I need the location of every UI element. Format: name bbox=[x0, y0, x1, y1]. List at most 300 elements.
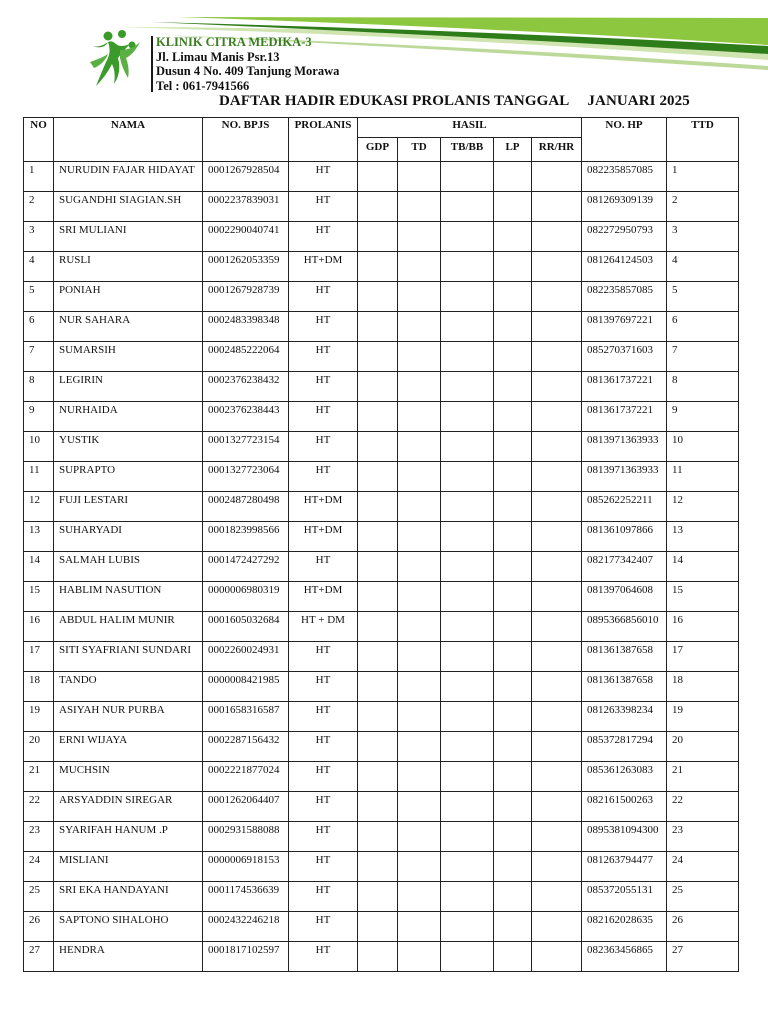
row-lp bbox=[494, 252, 532, 282]
row-lp bbox=[494, 342, 532, 372]
row-ttd: 2 bbox=[667, 192, 739, 222]
row-no: 23 bbox=[24, 822, 54, 852]
row-nama: SUMARSIH bbox=[54, 342, 203, 372]
row-prolanis: HT bbox=[289, 462, 358, 492]
row-gdp bbox=[358, 582, 398, 612]
row-td bbox=[398, 432, 441, 462]
row-nama: HENDRA bbox=[54, 942, 203, 972]
clinic-name: KLINIK CITRA MEDIKA-3 bbox=[156, 35, 312, 49]
row-rrhr bbox=[532, 402, 582, 432]
row-nama: SUHARYADI bbox=[54, 522, 203, 552]
col-header-prolanis: PROLANIS bbox=[289, 118, 358, 162]
row-tbbb bbox=[441, 642, 494, 672]
row-prolanis: HT bbox=[289, 192, 358, 222]
row-ttd: 19 bbox=[667, 702, 739, 732]
row-no: 1 bbox=[24, 162, 54, 192]
row-bpjs: 0002487280498 bbox=[203, 492, 289, 522]
row-prolanis: HT bbox=[289, 552, 358, 582]
row-no: 25 bbox=[24, 882, 54, 912]
row-rrhr bbox=[532, 882, 582, 912]
row-ttd: 22 bbox=[667, 792, 739, 822]
table-row bbox=[24, 912, 739, 942]
row-no: 20 bbox=[24, 732, 54, 762]
row-nama: TANDO bbox=[54, 672, 203, 702]
row-hp: 0813971363933 bbox=[582, 462, 667, 492]
row-no: 5 bbox=[24, 282, 54, 312]
row-rrhr bbox=[532, 462, 582, 492]
row-ttd: 18 bbox=[667, 672, 739, 702]
row-gdp bbox=[358, 342, 398, 372]
col-header-ttd: TTD bbox=[667, 118, 739, 162]
table-row bbox=[24, 642, 739, 672]
row-bpjs: 0001267928504 bbox=[203, 162, 289, 192]
row-ttd: 7 bbox=[667, 342, 739, 372]
row-gdp bbox=[358, 222, 398, 252]
row-prolanis: HT bbox=[289, 702, 358, 732]
row-tbbb bbox=[441, 342, 494, 372]
table-row bbox=[24, 672, 739, 702]
table-row bbox=[24, 882, 739, 912]
table-row bbox=[24, 432, 739, 462]
row-tbbb bbox=[441, 822, 494, 852]
row-rrhr bbox=[532, 582, 582, 612]
row-tbbb bbox=[441, 492, 494, 522]
row-ttd: 16 bbox=[667, 612, 739, 642]
row-bpjs: 0001605032684 bbox=[203, 612, 289, 642]
row-nama: SUGANDHI SIAGIAN.SH bbox=[54, 192, 203, 222]
row-nama: SALMAH LUBIS bbox=[54, 552, 203, 582]
row-ttd: 12 bbox=[667, 492, 739, 522]
table-row bbox=[24, 342, 739, 372]
row-td bbox=[398, 342, 441, 372]
row-nama: SITI SYAFRIANI SUNDARI bbox=[54, 642, 203, 672]
row-tbbb bbox=[441, 582, 494, 612]
row-hp: 081361097866 bbox=[582, 522, 667, 552]
row-td bbox=[398, 312, 441, 342]
row-td bbox=[398, 552, 441, 582]
row-nama: ARSYADDIN SIREGAR bbox=[54, 792, 203, 822]
row-lp bbox=[494, 432, 532, 462]
row-td bbox=[398, 732, 441, 762]
row-no: 21 bbox=[24, 762, 54, 792]
row-rrhr bbox=[532, 552, 582, 582]
row-lp bbox=[494, 792, 532, 822]
row-bpjs: 0001174536639 bbox=[203, 882, 289, 912]
row-no: 2 bbox=[24, 192, 54, 222]
row-prolanis: HT+DM bbox=[289, 582, 358, 612]
row-ttd: 11 bbox=[667, 462, 739, 492]
row-td bbox=[398, 252, 441, 282]
row-lp bbox=[494, 312, 532, 342]
row-hp: 082272950793 bbox=[582, 222, 667, 252]
row-no: 13 bbox=[24, 522, 54, 552]
row-bpjs: 0001267928739 bbox=[203, 282, 289, 312]
row-no: 22 bbox=[24, 792, 54, 822]
row-bpjs: 0001327723154 bbox=[203, 432, 289, 462]
row-hp: 081263794477 bbox=[582, 852, 667, 882]
row-bpjs: 0002483398348 bbox=[203, 312, 289, 342]
row-td bbox=[398, 912, 441, 942]
table-row bbox=[24, 732, 739, 762]
row-hp: 081361737221 bbox=[582, 372, 667, 402]
row-rrhr bbox=[532, 642, 582, 672]
row-ttd: 6 bbox=[667, 312, 739, 342]
row-no: 19 bbox=[24, 702, 54, 732]
row-tbbb bbox=[441, 282, 494, 312]
row-lp bbox=[494, 162, 532, 192]
row-bpjs: 0002237839031 bbox=[203, 192, 289, 222]
row-td bbox=[398, 192, 441, 222]
row-tbbb bbox=[441, 432, 494, 462]
row-gdp bbox=[358, 702, 398, 732]
row-rrhr bbox=[532, 612, 582, 642]
row-ttd: 1 bbox=[667, 162, 739, 192]
row-lp bbox=[494, 762, 532, 792]
row-bpjs: 0002221877024 bbox=[203, 762, 289, 792]
row-gdp bbox=[358, 822, 398, 852]
row-prolanis: HT bbox=[289, 282, 358, 312]
table-row bbox=[24, 282, 739, 312]
row-hp: 082161500263 bbox=[582, 792, 667, 822]
row-lp bbox=[494, 192, 532, 222]
row-rrhr bbox=[532, 222, 582, 252]
row-tbbb bbox=[441, 462, 494, 492]
row-tbbb bbox=[441, 552, 494, 582]
row-rrhr bbox=[532, 492, 582, 522]
row-td bbox=[398, 702, 441, 732]
row-rrhr bbox=[532, 342, 582, 372]
row-tbbb bbox=[441, 312, 494, 342]
row-ttd: 5 bbox=[667, 282, 739, 312]
row-no: 27 bbox=[24, 942, 54, 972]
row-nama: SUPRAPTO bbox=[54, 462, 203, 492]
row-tbbb bbox=[441, 852, 494, 882]
row-rrhr bbox=[532, 192, 582, 222]
row-prolanis: HT bbox=[289, 882, 358, 912]
row-bpjs: 0001472427292 bbox=[203, 552, 289, 582]
table-row bbox=[24, 522, 739, 552]
row-td bbox=[398, 522, 441, 552]
row-no: 4 bbox=[24, 252, 54, 282]
row-gdp bbox=[358, 642, 398, 672]
col-header-gdp: GDP bbox=[358, 138, 398, 162]
row-rrhr bbox=[532, 822, 582, 852]
row-gdp bbox=[358, 492, 398, 522]
row-gdp bbox=[358, 852, 398, 882]
col-header-td: TD bbox=[398, 138, 441, 162]
row-prolanis: HT bbox=[289, 642, 358, 672]
table-row bbox=[24, 822, 739, 852]
row-tbbb bbox=[441, 732, 494, 762]
row-ttd: 8 bbox=[667, 372, 739, 402]
row-bpjs: 0002432246218 bbox=[203, 912, 289, 942]
table-row bbox=[24, 852, 739, 882]
row-rrhr bbox=[532, 702, 582, 732]
col-header-bpjs: NO. BPJS bbox=[203, 118, 289, 162]
row-hp: 085372055131 bbox=[582, 882, 667, 912]
row-nama: FUJI LESTARI bbox=[54, 492, 203, 522]
row-tbbb bbox=[441, 612, 494, 642]
row-gdp bbox=[358, 612, 398, 642]
row-bpjs: 0000006980319 bbox=[203, 582, 289, 612]
row-no: 24 bbox=[24, 852, 54, 882]
row-lp bbox=[494, 462, 532, 492]
row-tbbb bbox=[441, 252, 494, 282]
row-bpjs: 0001658316587 bbox=[203, 702, 289, 732]
row-gdp bbox=[358, 372, 398, 402]
row-td bbox=[398, 642, 441, 672]
col-header-tbbb: TB/BB bbox=[441, 138, 494, 162]
row-td bbox=[398, 222, 441, 252]
row-ttd: 3 bbox=[667, 222, 739, 252]
row-rrhr bbox=[532, 732, 582, 762]
row-no: 7 bbox=[24, 342, 54, 372]
row-lp bbox=[494, 582, 532, 612]
row-gdp bbox=[358, 402, 398, 432]
row-nama: HABLIM NASUTION bbox=[54, 582, 203, 612]
row-hp: 082177342407 bbox=[582, 552, 667, 582]
row-td bbox=[398, 372, 441, 402]
row-rrhr bbox=[532, 792, 582, 822]
row-ttd: 17 bbox=[667, 642, 739, 672]
table-row bbox=[24, 312, 739, 342]
row-td bbox=[398, 792, 441, 822]
row-lp bbox=[494, 732, 532, 762]
table-row bbox=[24, 192, 739, 222]
row-lp bbox=[494, 642, 532, 672]
row-nama: ERNI WIJAYA bbox=[54, 732, 203, 762]
row-hp: 081361387658 bbox=[582, 672, 667, 702]
row-nama: ASIYAH NUR PURBA bbox=[54, 702, 203, 732]
row-gdp bbox=[358, 882, 398, 912]
row-prolanis: HT bbox=[289, 312, 358, 342]
row-bpjs: 0002485222064 bbox=[203, 342, 289, 372]
row-hp: 085372817294 bbox=[582, 732, 667, 762]
row-tbbb bbox=[441, 912, 494, 942]
row-nama: MUCHSIN bbox=[54, 762, 203, 792]
row-hp: 081269309139 bbox=[582, 192, 667, 222]
row-prolanis: HT bbox=[289, 762, 358, 792]
col-header-hasil: HASIL bbox=[358, 118, 582, 138]
row-ttd: 9 bbox=[667, 402, 739, 432]
row-ttd: 25 bbox=[667, 882, 739, 912]
row-bpjs: 0001817102597 bbox=[203, 942, 289, 972]
row-lp bbox=[494, 912, 532, 942]
row-gdp bbox=[358, 912, 398, 942]
row-tbbb bbox=[441, 372, 494, 402]
row-rrhr bbox=[532, 282, 582, 312]
row-hp: 085270371603 bbox=[582, 342, 667, 372]
row-ttd: 14 bbox=[667, 552, 739, 582]
table-row bbox=[24, 582, 739, 612]
table-row bbox=[24, 372, 739, 402]
table-row bbox=[24, 762, 739, 792]
row-rrhr bbox=[532, 312, 582, 342]
row-gdp bbox=[358, 762, 398, 792]
row-no: 8 bbox=[24, 372, 54, 402]
row-td bbox=[398, 282, 441, 312]
row-prolanis: HT bbox=[289, 402, 358, 432]
row-no: 3 bbox=[24, 222, 54, 252]
row-gdp bbox=[358, 462, 398, 492]
row-nama: NUR SAHARA bbox=[54, 312, 203, 342]
row-lp bbox=[494, 702, 532, 732]
row-prolanis: HT+DM bbox=[289, 252, 358, 282]
row-bpjs: 0002260024931 bbox=[203, 642, 289, 672]
row-tbbb bbox=[441, 402, 494, 432]
row-bpjs: 0002290040741 bbox=[203, 222, 289, 252]
row-hp: 081397064608 bbox=[582, 582, 667, 612]
row-nama: ABDUL HALIM MUNIR bbox=[54, 612, 203, 642]
table-row bbox=[24, 492, 739, 522]
row-lp bbox=[494, 612, 532, 642]
row-rrhr bbox=[532, 162, 582, 192]
table-row bbox=[24, 162, 739, 192]
row-bpjs: 0001262064407 bbox=[203, 792, 289, 822]
row-prolanis: HT bbox=[289, 432, 358, 462]
row-tbbb bbox=[441, 522, 494, 552]
clinic-address-1: Jl. Limau Manis Psr.13 bbox=[156, 49, 280, 64]
row-hp: 085361263083 bbox=[582, 762, 667, 792]
row-prolanis: HT bbox=[289, 852, 358, 882]
row-gdp bbox=[358, 792, 398, 822]
col-header-rrhr: RR/HR bbox=[532, 138, 582, 162]
row-lp bbox=[494, 882, 532, 912]
table-row bbox=[24, 462, 739, 492]
row-ttd: 13 bbox=[667, 522, 739, 552]
row-hp: 0895381094300 bbox=[582, 822, 667, 852]
row-prolanis: HT bbox=[289, 732, 358, 762]
row-nama: LEGIRIN bbox=[54, 372, 203, 402]
row-td bbox=[398, 822, 441, 852]
table-row bbox=[24, 222, 739, 252]
row-rrhr bbox=[532, 912, 582, 942]
row-nama: SRI MULIANI bbox=[54, 222, 203, 252]
row-nama: RUSLI bbox=[54, 252, 203, 282]
row-hp: 085262252211 bbox=[582, 492, 667, 522]
title-month: JANUARI 2025 bbox=[587, 93, 690, 109]
row-td bbox=[398, 162, 441, 192]
row-no: 10 bbox=[24, 432, 54, 462]
row-ttd: 20 bbox=[667, 732, 739, 762]
row-hp: 082235857085 bbox=[582, 282, 667, 312]
row-rrhr bbox=[532, 372, 582, 402]
row-lp bbox=[494, 402, 532, 432]
row-prolanis: HT bbox=[289, 912, 358, 942]
row-bpjs: 0000006918153 bbox=[203, 852, 289, 882]
row-gdp bbox=[358, 282, 398, 312]
attendance-table bbox=[23, 117, 739, 972]
row-bpjs: 0002287156432 bbox=[203, 732, 289, 762]
row-td bbox=[398, 882, 441, 912]
col-header-lp: LP bbox=[494, 138, 532, 162]
row-no: 12 bbox=[24, 492, 54, 522]
row-no: 18 bbox=[24, 672, 54, 702]
clinic-info bbox=[156, 35, 339, 93]
row-nama: MISLIANI bbox=[54, 852, 203, 882]
row-ttd: 23 bbox=[667, 822, 739, 852]
row-gdp bbox=[358, 252, 398, 282]
col-header-hp: NO. HP bbox=[582, 118, 667, 162]
row-td bbox=[398, 672, 441, 702]
row-hp: 081263398234 bbox=[582, 702, 667, 732]
row-lp bbox=[494, 492, 532, 522]
row-prolanis: HT+DM bbox=[289, 492, 358, 522]
row-lp bbox=[494, 852, 532, 882]
col-header-nama: NAMA bbox=[54, 118, 203, 162]
row-prolanis: HT + DM bbox=[289, 612, 358, 642]
row-gdp bbox=[358, 552, 398, 582]
row-tbbb bbox=[441, 792, 494, 822]
row-gdp bbox=[358, 432, 398, 462]
row-prolanis: HT bbox=[289, 162, 358, 192]
row-td bbox=[398, 762, 441, 792]
row-lp bbox=[494, 522, 532, 552]
row-no: 9 bbox=[24, 402, 54, 432]
row-bpjs: 0002931588088 bbox=[203, 822, 289, 852]
row-tbbb bbox=[441, 672, 494, 702]
row-bpjs: 0001823998566 bbox=[203, 522, 289, 552]
col-header-no: NO bbox=[24, 118, 54, 162]
row-lp bbox=[494, 372, 532, 402]
row-bpjs: 0001327723064 bbox=[203, 462, 289, 492]
row-rrhr bbox=[532, 252, 582, 282]
clinic-phone: Tel : 061-7941566 bbox=[156, 78, 250, 93]
row-hp: 0813971363933 bbox=[582, 432, 667, 462]
row-prolanis: HT bbox=[289, 342, 358, 372]
row-gdp bbox=[358, 732, 398, 762]
row-no: 11 bbox=[24, 462, 54, 492]
row-ttd: 24 bbox=[667, 852, 739, 882]
row-ttd: 27 bbox=[667, 942, 739, 972]
row-lp bbox=[494, 672, 532, 702]
row-lp bbox=[494, 942, 532, 972]
row-hp: 081361737221 bbox=[582, 402, 667, 432]
row-gdp bbox=[358, 162, 398, 192]
row-hp: 0895366856010 bbox=[582, 612, 667, 642]
row-ttd: 10 bbox=[667, 432, 739, 462]
row-gdp bbox=[358, 312, 398, 342]
row-hp: 082162028635 bbox=[582, 912, 667, 942]
row-prolanis: HT bbox=[289, 792, 358, 822]
row-nama: NURUDIN FAJAR HIDAYAT bbox=[54, 162, 203, 192]
table-row bbox=[24, 252, 739, 282]
row-no: 16 bbox=[24, 612, 54, 642]
row-hp: 081397697221 bbox=[582, 312, 667, 342]
table-row bbox=[24, 942, 739, 972]
table-row bbox=[24, 612, 739, 642]
row-rrhr bbox=[532, 762, 582, 792]
row-nama: PONIAH bbox=[54, 282, 203, 312]
table-row bbox=[24, 792, 739, 822]
row-prolanis: HT+DM bbox=[289, 522, 358, 552]
row-no: 6 bbox=[24, 312, 54, 342]
clinic-address-2: Dusun 4 No. 409 Tanjung Morawa bbox=[156, 64, 340, 78]
row-rrhr bbox=[532, 432, 582, 462]
row-bpjs: 0002376238443 bbox=[203, 402, 289, 432]
row-td bbox=[398, 612, 441, 642]
row-nama: SYARIFAH HANUM .P bbox=[54, 822, 203, 852]
row-hp: 081264124503 bbox=[582, 252, 667, 282]
row-prolanis: HT bbox=[289, 222, 358, 252]
row-nama: YUSTIK bbox=[54, 432, 203, 462]
row-nama: SRI EKA HANDAYANI bbox=[54, 882, 203, 912]
row-hp: 082363456865 bbox=[582, 942, 667, 972]
row-td bbox=[398, 462, 441, 492]
row-tbbb bbox=[441, 942, 494, 972]
row-gdp bbox=[358, 192, 398, 222]
row-rrhr bbox=[532, 852, 582, 882]
